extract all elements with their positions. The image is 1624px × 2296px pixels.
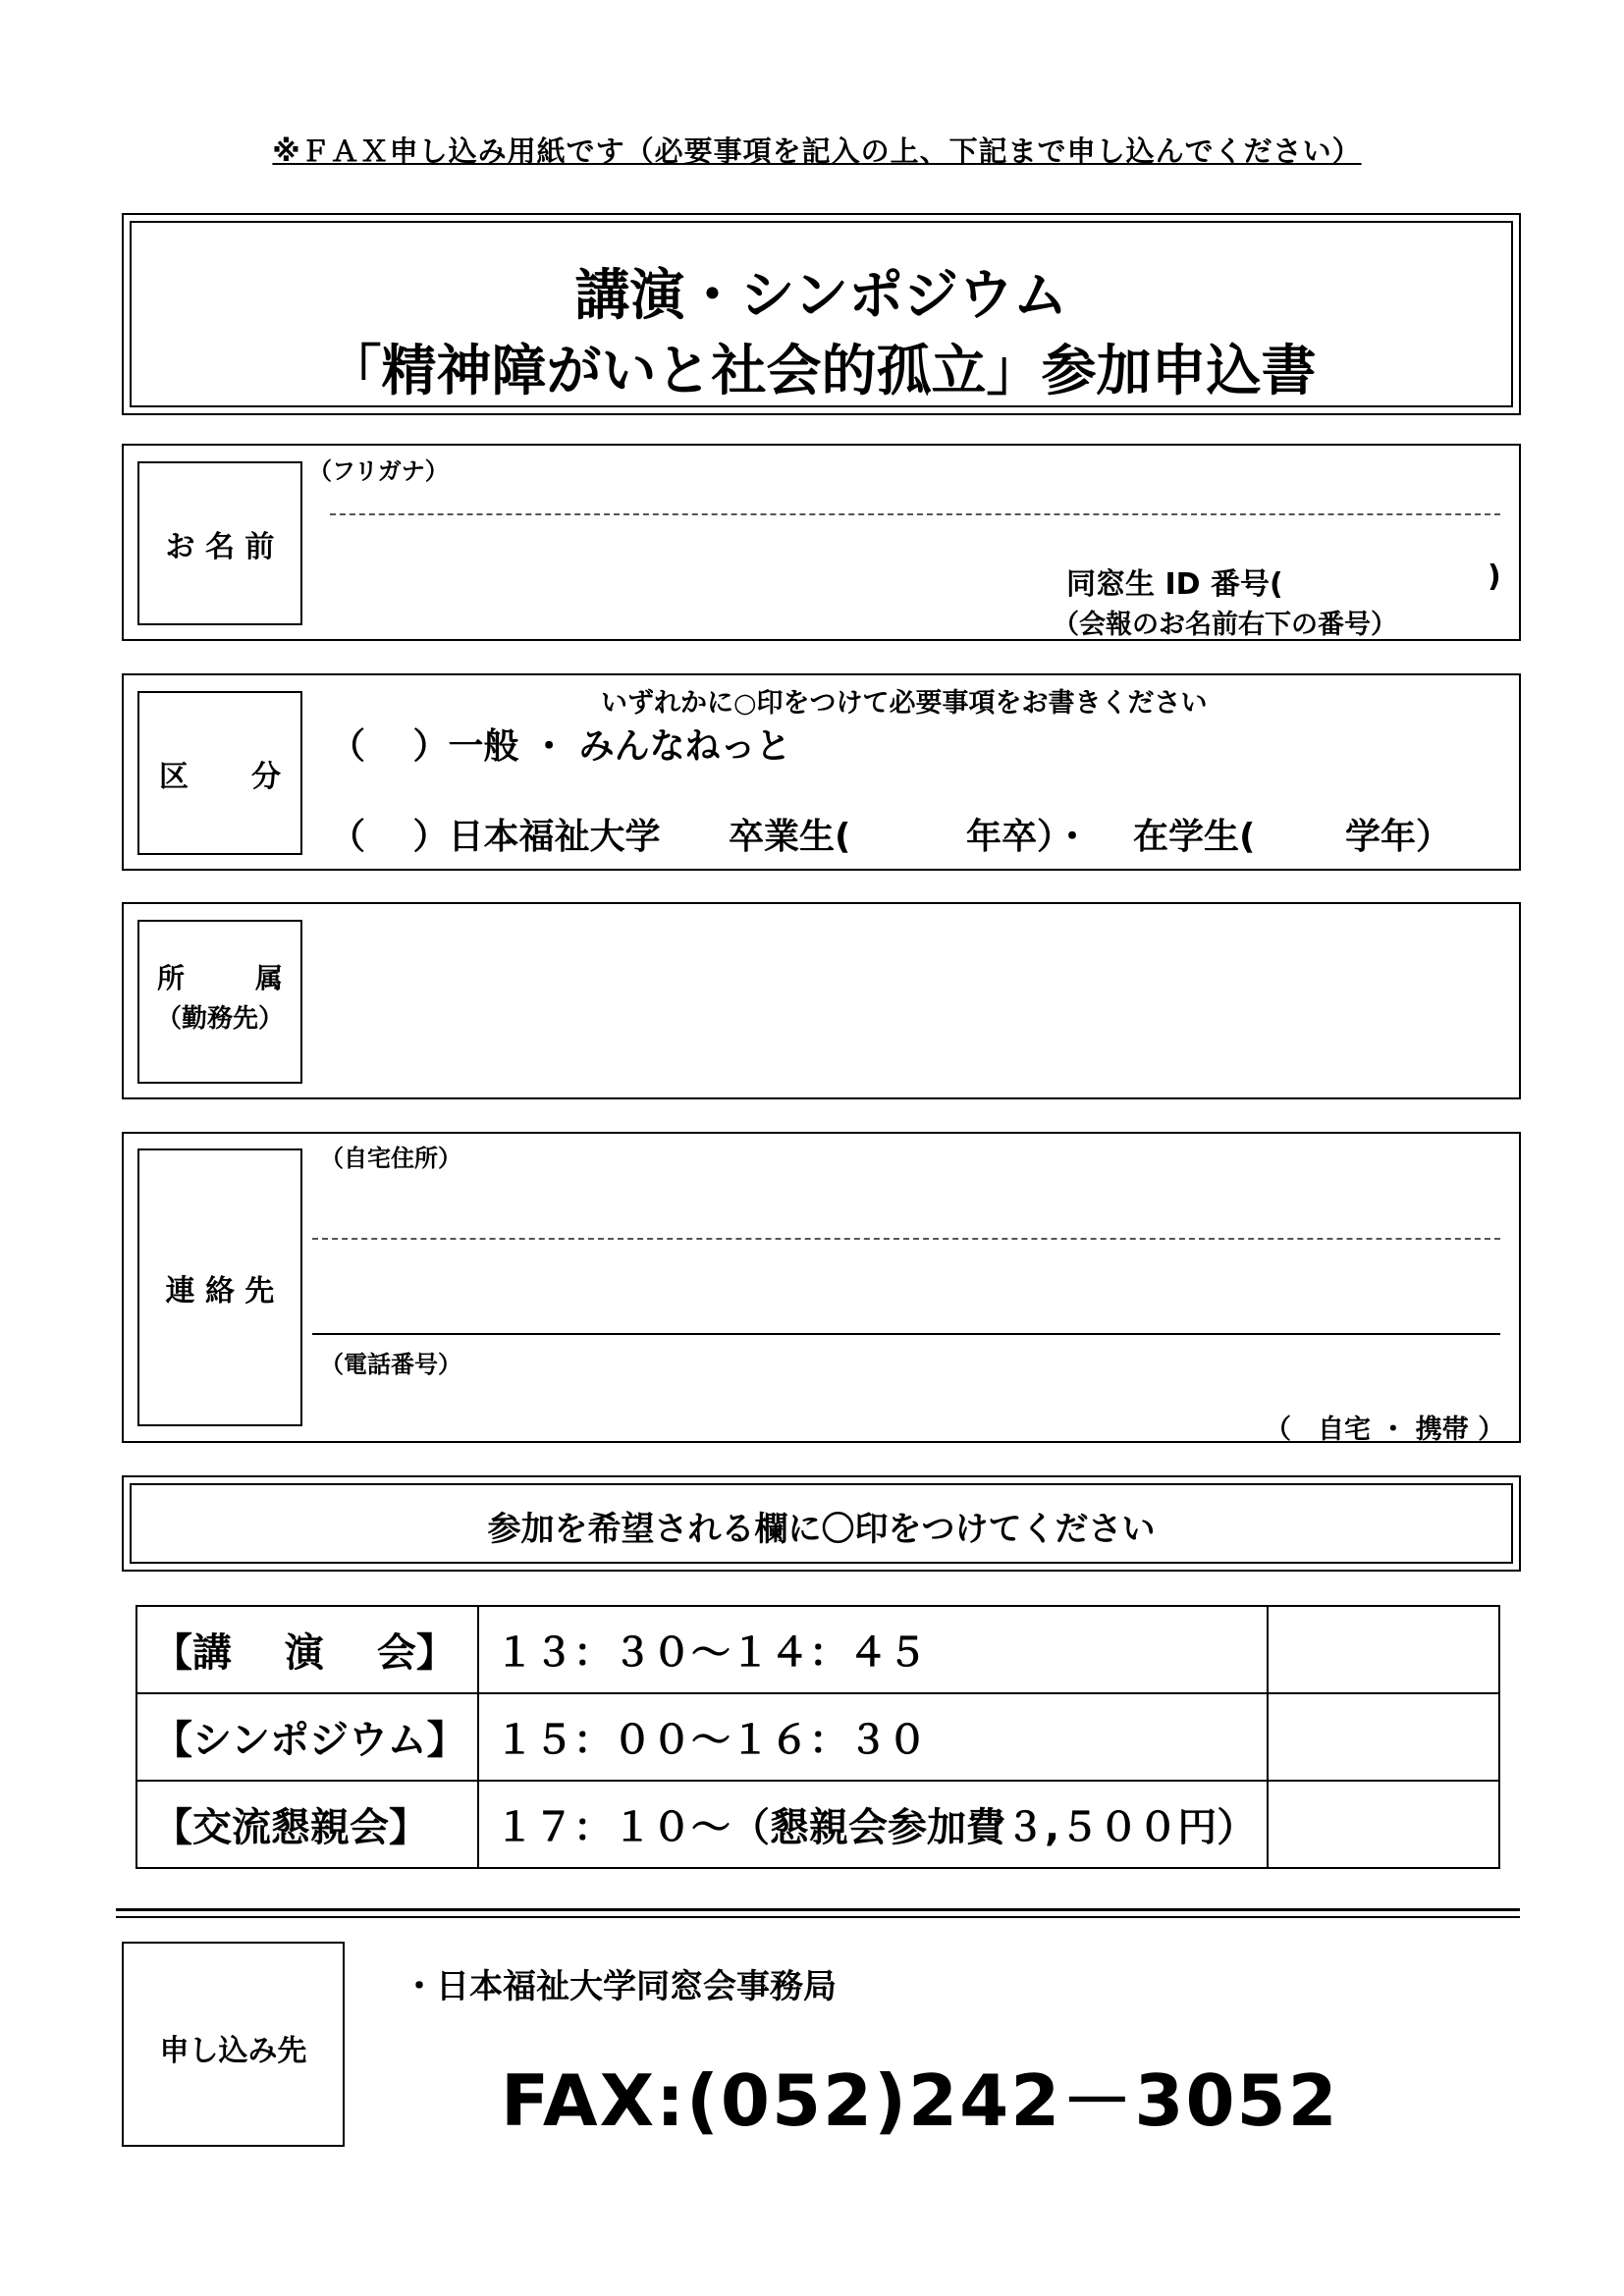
schedule-name: 【講 演 会】 bbox=[136, 1606, 478, 1693]
schedule-time: １５：００～１６：３０ bbox=[478, 1693, 1268, 1781]
schedule-name: 【交流懇親会】 bbox=[136, 1781, 478, 1868]
schedule-check-cell[interactable] bbox=[1268, 1693, 1499, 1781]
name-label: お 名 前 bbox=[165, 530, 275, 564]
schedule-time: １７：１０～（懇親会参加費３,５００円） bbox=[478, 1781, 1268, 1868]
schedule-check-cell[interactable] bbox=[1268, 1606, 1499, 1693]
furigana-line[interactable] bbox=[330, 513, 1500, 515]
phone-input-area[interactable] bbox=[324, 1374, 1208, 1414]
graduate-label-end: 年卒）・ bbox=[966, 817, 1091, 857]
category-label-left: 区 bbox=[159, 760, 189, 794]
schedule-row bbox=[136, 1781, 1499, 1868]
footer-separator bbox=[116, 1908, 1520, 1911]
form-title-line1: 講演・シンポジウム bbox=[574, 264, 1068, 328]
name-label-box bbox=[137, 461, 302, 625]
footer-org: ・日本福祉大学同窓会事務局 bbox=[403, 1967, 837, 2006]
address-line-2[interactable] bbox=[312, 1333, 1500, 1335]
category-option-university[interactable]: （ ）日本福祉大学 bbox=[330, 817, 661, 857]
address-label: （自宅住所） bbox=[320, 1145, 461, 1172]
footer-separator-2 bbox=[116, 1916, 1520, 1918]
schedule-row bbox=[136, 1606, 1499, 1693]
alumni-id-note: （会報のお名前右下の番号） bbox=[1053, 610, 1397, 640]
schedule-time: １３：３０～１４：４５ bbox=[478, 1606, 1268, 1693]
name-input-area[interactable] bbox=[330, 520, 1017, 579]
student-year-field[interactable] bbox=[1267, 809, 1345, 852]
schedule-table bbox=[135, 1605, 1500, 1869]
category-option-general[interactable]: （ ）一般 ・ みんなねっと bbox=[330, 726, 791, 767]
category-label-box bbox=[137, 691, 302, 855]
participation-header-box bbox=[122, 1475, 1521, 1572]
schedule-row bbox=[136, 1693, 1499, 1781]
alumni-id-label: 同窓生 ID 番号( bbox=[1066, 567, 1283, 602]
participation-header: 参加を希望される欄に〇印をつけてください bbox=[487, 1510, 1156, 1549]
furigana-label: （フリガナ） bbox=[308, 457, 449, 485]
affiliation-label-sub: （勤務先） bbox=[155, 1004, 284, 1034]
student-label: 在学生( bbox=[1133, 817, 1256, 857]
affiliation-label-left: 所 bbox=[157, 962, 186, 994]
affiliation-label-box bbox=[137, 920, 302, 1084]
graduate-year-field[interactable] bbox=[864, 809, 962, 852]
affiliation-input-area[interactable] bbox=[324, 913, 1502, 1090]
schedule-check-cell[interactable] bbox=[1268, 1781, 1499, 1868]
alumni-id-close: ) bbox=[1488, 560, 1501, 594]
footer-label: 申し込み先 bbox=[159, 2034, 307, 2068]
contact-label-box bbox=[137, 1148, 302, 1426]
footer-label-box bbox=[122, 1942, 345, 2147]
phone-type[interactable]: （ 自宅 ・ 携帯 ） bbox=[1265, 1415, 1505, 1445]
affiliation-label-right: 属 bbox=[254, 962, 283, 994]
student-label-end: 学年） bbox=[1345, 817, 1452, 857]
graduate-label: 卒業生( bbox=[729, 817, 851, 857]
alumni-id-field[interactable] bbox=[1286, 560, 1483, 595]
title-box bbox=[122, 213, 1521, 415]
phone-label: （電話番号） bbox=[320, 1351, 461, 1378]
form-title-line2: 「精神障がいと社会的孤立」参加申込書 bbox=[326, 340, 1317, 403]
category-instruction: いずれかに○印をつけて必要事項をお書きください bbox=[601, 688, 1208, 719]
schedule-name: 【シンポジウム】 bbox=[136, 1693, 478, 1781]
contact-label: 連 絡 先 bbox=[165, 1274, 275, 1308]
fax-number: FAX:(052)242－3052 bbox=[501, 2059, 1339, 2142]
header-note: ※ＦＡＸ申し込み用紙です（必要事項を記入の上、下記まで申し込んでください） bbox=[272, 134, 1362, 168]
category-label-right: 分 bbox=[251, 760, 281, 794]
address-line[interactable] bbox=[312, 1238, 1500, 1240]
